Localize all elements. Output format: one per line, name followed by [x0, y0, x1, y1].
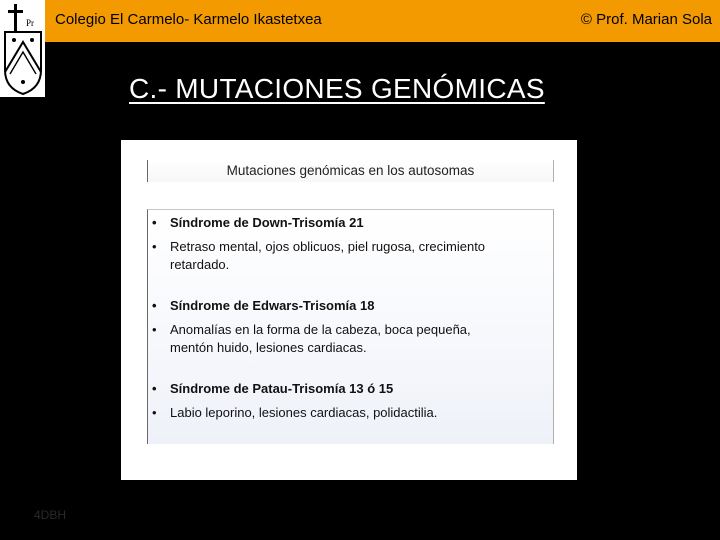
- bullet-icon: •: [152, 298, 157, 313]
- section-description-cont: mentón huido, lesiones cardiacas.: [170, 340, 367, 355]
- school-name: Colegio El Carmelo- Karmelo Ikastetxea: [55, 11, 322, 28]
- panel-body: [147, 209, 554, 444]
- list-item: [148, 297, 548, 315]
- list-item: [148, 321, 548, 339]
- svg-text:Pr: Pr: [26, 18, 35, 28]
- section-patau: [148, 380, 548, 422]
- copyright-author: © Prof. Marian Sola: [580, 11, 712, 28]
- section-down: [148, 214, 548, 274]
- section-description: Anomalías en la forma de la cabeza, boca pequeña,: [170, 322, 471, 337]
- list-item: [148, 404, 548, 422]
- list-item-continuation: [148, 339, 548, 357]
- bullet-icon: •: [152, 322, 157, 337]
- bullet-icon: •: [152, 381, 157, 396]
- content-panel: [121, 140, 577, 480]
- section-description-cont: retardado.: [170, 257, 230, 272]
- section-description: Labio leporino, lesiones cardiacas, polidactilia.: [170, 405, 438, 420]
- section-description: Retraso mental, ojos oblicuos, piel rugosa, crecimiento: [170, 239, 486, 254]
- carmelite-shield-icon: [0, 0, 45, 97]
- list-item: [148, 238, 548, 256]
- panel-header-text: Mutaciones genómicas en los autosomas: [226, 163, 475, 178]
- list-item: [148, 214, 548, 232]
- list-item-continuation: [148, 256, 548, 274]
- header-bar: [45, 0, 720, 42]
- slide-title: C.- MUTACIONES GENÓMICAS: [129, 73, 545, 104]
- list-item: [148, 380, 548, 398]
- bullet-icon: •: [152, 405, 157, 420]
- bullet-icon: •: [152, 239, 157, 254]
- section-heading: Síndrome de Patau-Trisomía 13 ó 15: [170, 381, 394, 396]
- school-logo: [0, 0, 45, 97]
- course-tag: 4DBH: [34, 508, 67, 522]
- section-heading: Síndrome de Down-Trisomía 21: [170, 215, 364, 230]
- panel-header: [147, 160, 554, 182]
- section-heading: Síndrome de Edwars-Trisomía 18: [170, 298, 375, 313]
- section-edwards: [148, 297, 548, 357]
- bullet-icon: •: [152, 215, 157, 230]
